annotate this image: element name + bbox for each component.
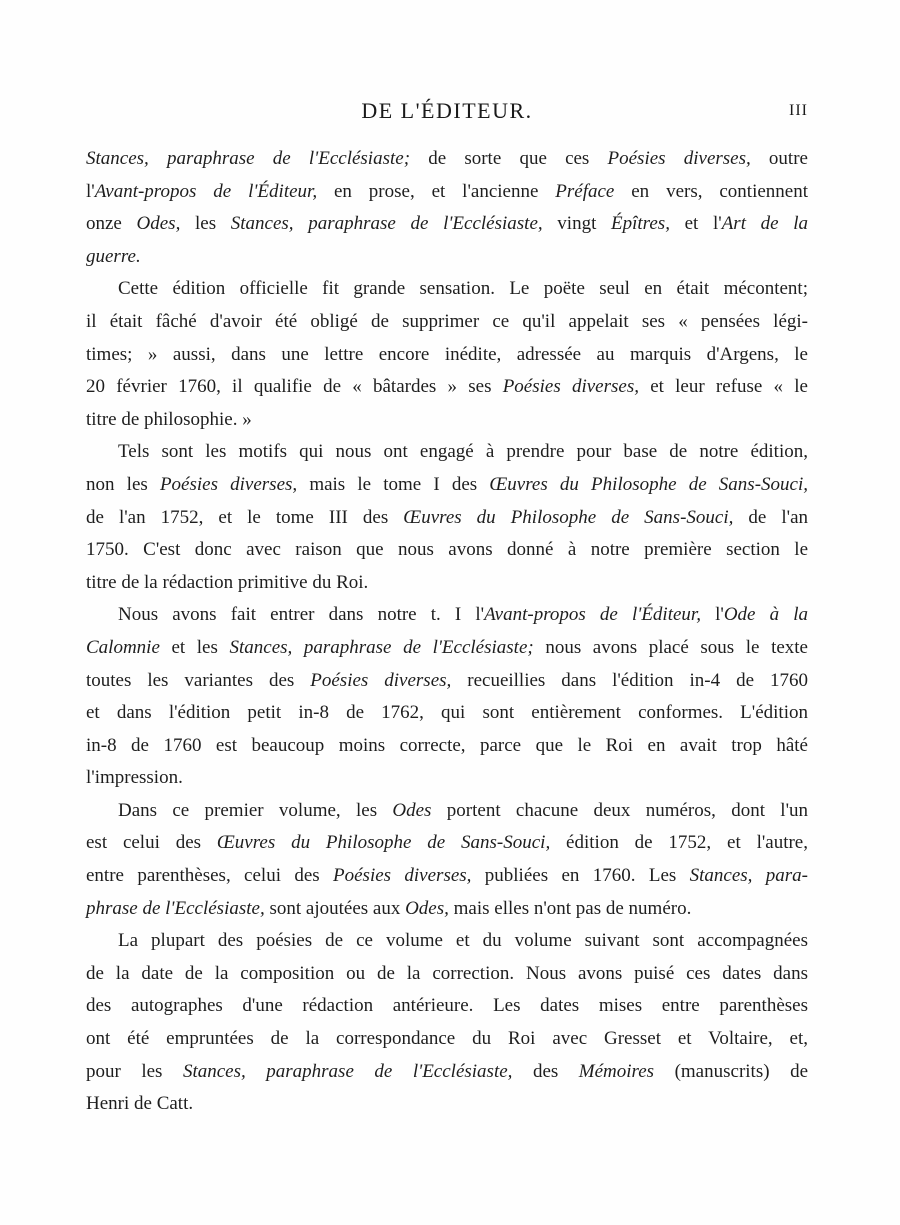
text-line <box>86 958 808 991</box>
italic-run: Poésies diverses, <box>607 148 751 169</box>
text-run: ont été empruntées de la correspondance du Roi avec Gresset et Voltaire, et, <box>86 1028 808 1050</box>
text-run: de sorte que ces <box>410 148 608 169</box>
text-run: sont ajoutées aux <box>264 897 406 919</box>
text-line <box>86 534 808 567</box>
italic-run: Stances, paraphrase de l'Ecclésiaste, <box>182 1060 513 1082</box>
text-run: de l'an 1752, et le tome III des <box>86 506 404 528</box>
text-line <box>86 860 808 893</box>
text-line <box>86 827 808 860</box>
text-run: des autographes d'une rédaction antérieure. Les dates mises entre parenthèses <box>86 995 808 1017</box>
text-run: vingt <box>542 213 612 235</box>
text-run: times; » aussi, dans une lettre encore inédite, adressée au marquis d'Argens, le <box>86 343 808 365</box>
text-run: titre de la rédaction primitive du Roi. <box>86 571 369 593</box>
text-run: édition de 1752, et l'autre, <box>550 832 808 854</box>
page-number: III <box>789 102 808 119</box>
text-line <box>86 665 808 698</box>
text-run: Tels sont les motifs qui nous ont engagé à prendre pour base de notre édition, <box>118 441 808 463</box>
text-run: titre de philosophie. » <box>86 408 252 430</box>
text-line <box>86 893 808 926</box>
text-line <box>86 273 808 306</box>
italic-run: Œuvres du Philosophe de Sans-Souci, <box>403 506 734 528</box>
italic-run: Poésies diverses, <box>502 376 639 398</box>
text-line <box>86 762 808 795</box>
text-line <box>86 502 808 535</box>
paragraph <box>86 599 808 795</box>
italic-run: Poésies diverses, <box>310 669 452 691</box>
italic-run: Épîtres, <box>611 213 670 235</box>
italic-run: Odes <box>392 799 432 821</box>
italic-run: Poésies diverses, <box>333 865 472 887</box>
text-run: Henri de Catt. <box>86 1093 194 1115</box>
paragraph <box>86 925 808 1121</box>
text-line <box>86 730 808 763</box>
text-line <box>86 1023 808 1056</box>
text-line <box>86 990 808 1023</box>
italic-run: Stances, paraphrase de l'Ecclésiaste; <box>229 636 534 658</box>
text-run: onze <box>86 213 137 235</box>
text-line <box>86 339 808 372</box>
text-line <box>86 1088 808 1121</box>
text-line <box>86 176 808 209</box>
text-run: outre <box>750 148 808 169</box>
text-run: et dans l'édition petit in-8 de 1762, qui sont entièrement conformes. L'édition <box>86 702 808 724</box>
italic-run: Ode à la <box>723 604 809 626</box>
text-line <box>86 241 808 274</box>
running-head <box>86 98 808 130</box>
paragraph <box>86 795 808 925</box>
italic-run: guerre. <box>86 245 141 267</box>
text-line <box>86 567 808 600</box>
italic-run: Mémoires <box>578 1060 655 1082</box>
italic-run: Préface <box>555 180 615 202</box>
text-run: l' <box>86 180 95 202</box>
text-line <box>86 436 808 469</box>
text-run: nous avons placé sous le texte <box>533 636 808 658</box>
paragraph <box>86 273 808 436</box>
text-run: pour les <box>86 1060 183 1082</box>
running-title: DE L'ÉDITEUR. <box>361 98 533 123</box>
body-text <box>86 143 808 1121</box>
text-run: 1750. C'est donc avec raison que nous avons donné à notre première section le <box>86 539 808 561</box>
text-run: mais le tome I des <box>297 473 490 495</box>
text-run: 20 février 1760, il qualifie de « bâtardes » ses <box>86 376 503 398</box>
text-line <box>86 697 808 730</box>
text-line <box>86 1056 808 1089</box>
italic-run: Avant-propos de l'Éditeur, <box>94 180 318 202</box>
text-run: de l'an <box>733 506 808 528</box>
text-run: toutes les variantes des <box>86 669 311 691</box>
text-run: recueillies dans l'édition in-4 de 1760 <box>451 669 808 691</box>
italic-run: Œuvres du Philosophe de Sans-Souci, <box>216 832 551 854</box>
italic-run: Stances, para- <box>689 865 808 887</box>
italic-run: Art de la <box>721 213 808 235</box>
text-run: est celui des <box>86 832 217 854</box>
italic-run: Odes, <box>405 897 449 919</box>
text-run: et l' <box>669 213 722 235</box>
text-run: l' <box>700 604 724 626</box>
italic-run: Œuvres du Philosophe de Sans-Souci, <box>489 473 808 495</box>
text-run: et leur refuse « le <box>638 376 808 398</box>
italic-run: Odes, <box>136 213 181 235</box>
text-run: il était fâché d'avoir été obligé de supprimer ce qu'il appelait ses « pensées légi- <box>86 310 808 332</box>
italic-run: phrase de l'Ecclésiaste, <box>86 897 265 919</box>
text-line <box>86 404 808 437</box>
text-run: Nous avons fait entrer dans notre t. I l' <box>118 604 485 626</box>
italic-run: Poésies diverses, <box>159 473 298 495</box>
text-line <box>86 632 808 665</box>
text-run: Dans ce premier volume, les <box>118 799 393 821</box>
text-run: de la date de la composition ou de la correction. Nous avons puisé ces dates dans <box>86 962 808 984</box>
text-run: des <box>512 1060 579 1082</box>
text-run: non les <box>86 473 160 495</box>
text-line <box>86 795 808 828</box>
text-run: et les <box>159 636 230 658</box>
text-run: en vers, contiennent <box>614 180 808 202</box>
italic-run: Avant-propos de l'Éditeur, <box>484 604 701 626</box>
text-run: Cette édition officielle fit grande sensation. Le poëte seul en était mécontent; <box>118 278 808 300</box>
text-line <box>86 371 808 404</box>
text-run: publiées en 1760. Les <box>471 865 690 887</box>
italic-run: Stances, paraphrase de l'Ecclésiaste, <box>230 213 543 235</box>
text-line <box>86 306 808 339</box>
text-line <box>86 599 808 632</box>
text-run: les <box>180 213 231 235</box>
text-line <box>86 469 808 502</box>
text-run: mais elles n'ont pas de numéro. <box>448 897 692 919</box>
text-run: portent chacune deux numéros, dont l'un <box>431 799 808 821</box>
text-run: en prose, et l'ancienne <box>317 180 556 202</box>
italic-run: Calomnie <box>86 636 160 658</box>
paragraph <box>86 143 808 273</box>
text-run: l'impression. <box>86 767 183 789</box>
text-run: (manuscrits) de <box>654 1060 808 1082</box>
text-run: La plupart des poésies de ce volume et du volume suivant sont accompagnées <box>118 930 808 952</box>
text-line <box>86 143 808 176</box>
text-run: entre parenthèses, celui des <box>86 865 334 887</box>
italic-run: Stances, paraphrase de l'Ecclésiaste; <box>86 148 411 169</box>
text-line <box>86 208 808 241</box>
text-line <box>86 925 808 958</box>
paragraph <box>86 436 808 599</box>
text-run: in-8 de 1760 est beaucoup moins correcte, parce que le Roi en avait trop hâté <box>86 734 808 756</box>
